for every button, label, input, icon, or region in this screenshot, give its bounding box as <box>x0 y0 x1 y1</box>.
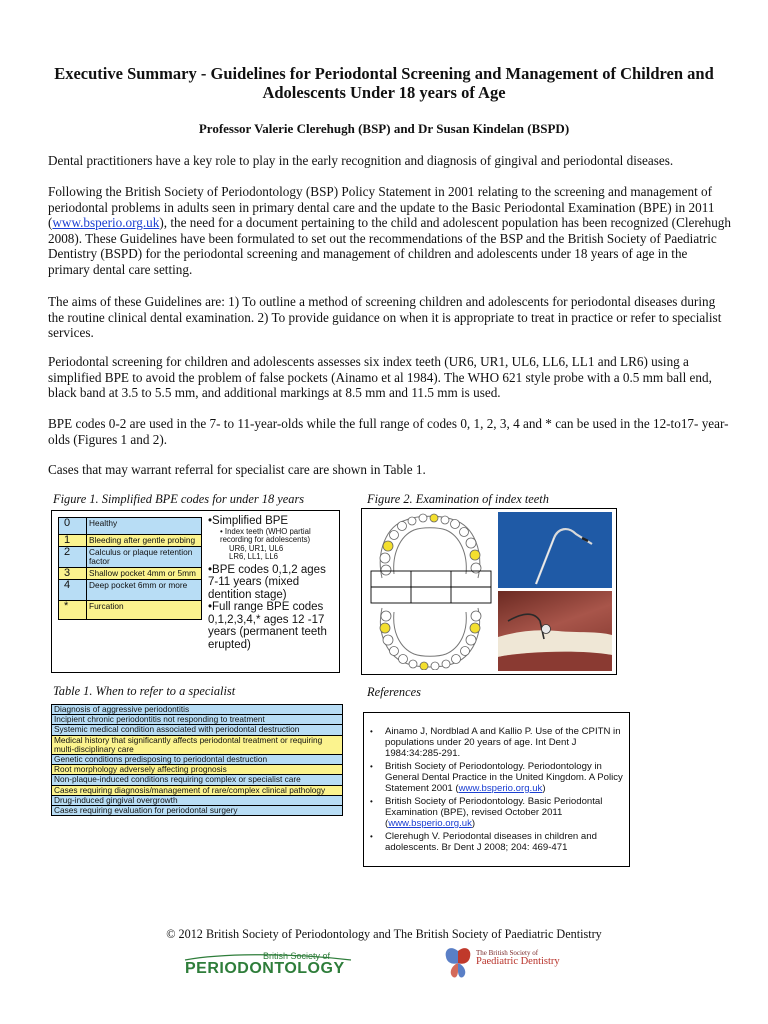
referral-row <box>52 725 343 735</box>
referral-cell: Cases requiring diagnosis/management of rare/complex clinical pathology <box>52 785 343 795</box>
bsp-logo-small: British Society of <box>263 951 331 961</box>
references-box <box>363 712 630 867</box>
referral-row <box>52 755 343 765</box>
index-teeth-lower: LR6, LL1, LL6 <box>229 552 278 561</box>
reference-text: British Society of Periodontology. Periodontology in General Dental Practice in the United Kingdom. A Policy Statement 2001 ( <box>385 761 623 794</box>
referral-cell: Drug-induced gingival overgrowth <box>52 795 343 805</box>
sub-bullet-index-teeth-text: Index teeth (WHO partial recording for adolescents) <box>220 526 311 544</box>
probe-photo <box>498 512 612 588</box>
figure1-caption: Figure 1. Simplified BPE codes for under 18 years <box>53 492 305 506</box>
reference-item: • Ainamo J, Nordblad A and Kallio P. Use of the CPITN in populations under 20 years of age. Int Dent J 1984:34:285-291. <box>368 726 626 759</box>
referral-cell: Root morphology adversely affecting prognosis <box>52 765 343 775</box>
bspd-logo-small: The British Society of <box>476 949 539 957</box>
bpe-code-row <box>59 535 202 547</box>
referral-row <box>52 735 343 754</box>
reference-item <box>368 796 626 829</box>
paragraph-referral: Cases that may warrant referral for specialist care are shown in Table 1. <box>48 462 426 477</box>
bpe-code-desc: Bleeding after gentle probing <box>87 535 202 547</box>
bpe-code: 0 <box>59 518 87 535</box>
bpe-code: 3 <box>59 568 87 580</box>
bpe-code: 2 <box>59 547 87 568</box>
mouth-photo <box>498 591 612 671</box>
referral-cell: Diagnosis of aggressive periodontitis <box>52 705 343 715</box>
bsp-logo <box>183 951 353 979</box>
referral-cell: Medical history that significantly affects periodontal treatment or requiring multi-disciplinary care <box>52 735 343 754</box>
bpe-codes-table <box>58 517 202 620</box>
probe-icon <box>498 512 612 588</box>
referral-cell: Genetic conditions predisposing to periodontal destruction <box>52 755 343 765</box>
bpe-code: 4 <box>59 580 87 601</box>
bpe-code-desc: Furcation <box>87 601 202 620</box>
figure2-box <box>361 508 617 675</box>
bpe-code-desc: Healthy <box>87 518 202 535</box>
paragraph-screening: Periodontal screening for children and adolescents assesses six index teeth (UR6, UR1, UL6, LL6, LL1 and LR6) using a simplified BPE to avoid the problem of false pockets (Ainamo et al 1984). The WHO 621 style probe with a 0.5 mm ball end, black band at 3.5 to 5.5 mm, and additional markings at 8.5 mm and 11.5 mm is used. <box>48 354 712 401</box>
paragraph-intro: Dental practitioners have a key role to play in the early recognition and diagnosis of gingival and periodontal diseases. <box>48 153 674 168</box>
authors: Professor Valerie Clerehugh (BSP) and Dr Susan Kindelan (BSPD) <box>198 121 570 136</box>
referral-row <box>52 715 343 725</box>
paragraph-aims: The aims of these Guidelines are: 1) To outline a method of screening children and adolescents for periodontal diseases during the routine clinical dental examination. 2) To provide guidance on when it is appropriate to treat in practice or refer to specialist services. <box>48 294 722 341</box>
bpe-code-row <box>59 547 202 568</box>
bullet-codes-12-17: •Full range BPE codes 0,1,2,3,4,* ages 12 -17 years (permanent teeth erupted) <box>208 601 327 651</box>
referral-row <box>52 795 343 805</box>
paragraph-background-text-a: Following the British Society of Periodontology (BSP) Policy Statement in 2001 relating to the screening and management of periodontal problems in adults seen in primary dental care and the update to the Basic Periodontal Examination (BPE) in 2011 ( <box>48 184 715 231</box>
reference-item <box>368 761 626 794</box>
dental-chart-diagram <box>366 512 494 670</box>
bullet-simplified-bpe: •Simplified BPE <box>208 515 289 527</box>
reference-end: ) <box>542 783 546 794</box>
figure1-bullets <box>208 515 338 651</box>
referral-row <box>52 765 343 775</box>
teeth-probe-icon <box>498 591 612 671</box>
bpe-code: 1 <box>59 535 87 547</box>
referral-row <box>52 705 343 715</box>
reference-link[interactable]: www.bsperio.org.uk <box>388 818 472 829</box>
reference-link[interactable]: www.bsperio.org.uk <box>458 783 543 794</box>
bpe-code: * <box>59 601 87 620</box>
reference-item: • Clerehugh V. Periodontal diseases in children and adolescents. Br Dent J 2008; 204: 469-471 <box>368 831 626 853</box>
index-teeth-upper: UR6, UR1, UL6 <box>229 543 284 553</box>
bullet-codes-7-11: •BPE codes 0,1,2 ages 7-11 years (mixed dentition stage) <box>208 563 326 601</box>
referral-cell: Systemic medical condition associated with periodontal destruction <box>52 725 343 735</box>
references-list <box>368 726 626 855</box>
sub-bullet-index-teeth: • Index teeth (WHO partial recording for adolescents) <box>220 526 311 544</box>
referral-table <box>51 704 343 816</box>
bpe-code-row <box>59 518 202 535</box>
referral-cell: Non-plaque-induced conditions requiring complex or specialist care <box>52 775 343 785</box>
referral-cell: Cases requiring evaluation for periodontal surgery <box>52 806 343 816</box>
page-title: Executive Summary - Guidelines for Periodontal Screening and Management of Children and Adolescents Under 18 years of Age <box>54 64 714 102</box>
paragraph-background-text-b: ), the need for a document pertaining to the child and adolescent population has been recognized (Clerehugh 2008). These Guidelines have been formulated to set out the recommendations of the BSP and the British Society of Paediatric Dentistry (BSPD) for the periodontal screening and management of children and adolescents under 18 years of age in the primary dental care setting. <box>48 215 731 277</box>
copyright-footer: © 2012 British Society of Periodontology and The British Society of Paediatric Dentistry <box>166 927 602 941</box>
bpe-code-desc: Shallow pocket 4mm or 5mm <box>87 568 202 580</box>
bspd-logo <box>443 941 583 981</box>
referral-row <box>52 775 343 785</box>
bsp-logo-big: PERIODONTOLOGY <box>185 960 345 977</box>
table1-caption: Table 1. When to refer to a specialist <box>53 684 236 698</box>
figure2-caption: Figure 2. Examination of index teeth <box>367 492 549 506</box>
referral-row <box>52 785 343 795</box>
bsperio-link[interactable]: www.bsperio.org.uk <box>52 215 160 231</box>
bpe-code-row <box>59 601 202 620</box>
referral-row <box>52 806 343 816</box>
referral-cell: Incipient chronic periodontitis not responding to treatment <box>52 715 343 725</box>
reference-end: ) <box>471 818 476 829</box>
butterfly-icon <box>443 945 473 979</box>
figure1-box <box>51 510 340 673</box>
bpe-code-row <box>59 568 202 580</box>
reference-text: British Society of Periodontology. Basic Periodontal Examination (BPE), revised October 2011 ( <box>385 796 603 829</box>
bspd-logo-big: Paediatric Dentistry <box>476 956 560 967</box>
paragraph-bpe-codes: BPE codes 0-2 are used in the 7- to 11-year-olds while the full range of codes 0, 1, 2, 3, 4 and * can be used in the 12-to17- year-olds (Figures 1 and 2). <box>48 416 729 447</box>
bpe-code-desc: Deep pocket 6mm or more <box>87 580 202 601</box>
bpe-code-row <box>59 580 202 601</box>
paragraph-background <box>48 184 732 278</box>
references-heading: References <box>367 685 421 699</box>
bpe-code-desc: Calculus or plaque retention factor <box>87 547 202 568</box>
